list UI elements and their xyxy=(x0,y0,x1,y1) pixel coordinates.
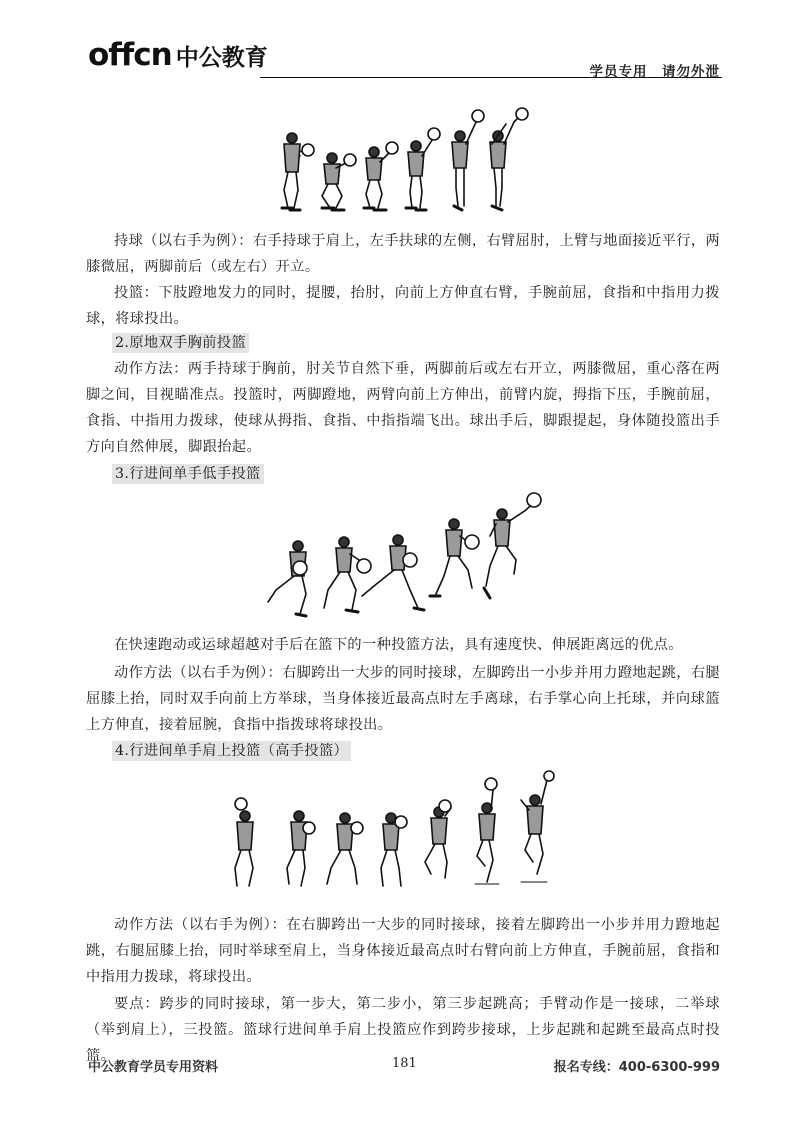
header-notice: 学员专用 请勿外泄 xyxy=(589,64,720,80)
figure-one-hand-shoulder-shot xyxy=(270,100,540,218)
player-figure xyxy=(324,537,371,612)
page-number: 181 xyxy=(392,1056,417,1071)
figure-running-high-shot xyxy=(225,770,565,892)
offcn-logo xyxy=(88,37,268,73)
heading-running-low-shot: 3.行进间单手低手投篮 xyxy=(112,464,264,484)
page-header xyxy=(88,34,722,84)
paragraph-key-points: 要点：跨步的同时接球，第一步大，第二步小，第三步起跳高；手臂动作是一接球，二举球（举到肩上），三投篮。篮球行进间单手肩上投篮应作到跨步接球，上步起跳和起跳至最高点时投篮。 xyxy=(86,996,720,1064)
player-figure xyxy=(452,110,484,210)
paragraph-ball-holding: 持球（以右手为例）：右手持球于肩上，左手扶球的左侧，右臂屈肘，上臂与地面接近平行，两膝微屈，两脚前后（或左右）开立。 xyxy=(86,233,720,275)
logo-latin: offcn xyxy=(88,37,172,73)
player-figure xyxy=(235,798,253,886)
logo-chinese: 中公教育 xyxy=(175,45,268,71)
player-figure xyxy=(475,778,499,884)
paragraph-intro-low-shot: 在快速跑动或运球超越对手后在篮下的一种投篮方法，具有速度快、伸展距离远的优点。 xyxy=(114,637,683,653)
footer-hotline: 报名专线：400-6300-999 xyxy=(553,1060,720,1075)
player-figure xyxy=(490,108,528,210)
player-figure xyxy=(364,142,398,210)
player-figure xyxy=(521,771,554,882)
heading-two-hand-chest-shot: 2.原地双手胸前投篮 xyxy=(112,333,249,353)
paragraph-method-high-shot: 动作方法（以右手为例）：在右脚跨出一大步的同时接球，接着左脚跨出一小步并用力蹬地起跳，右腿屈膝上抬，同时举球至肩上，当身体接近最高点时右臂向前上方伸直，手腕前屈，食指和中指用力拨球，将球投出。 xyxy=(86,917,720,985)
player-figure xyxy=(362,535,424,610)
paragraph-method-two-hand: 动作方法：两手持球于胸前，肘关节自然下垂，两脚前后或左右开立，两膝微屈，重心落在两脚之间，目视瞄准点。投篮时，两脚蹬地，两臂向前上方伸出，前臂内旋，拇指下压，手腕前屈，食指、中指用力拨球，使球从拇指、食指、中指指端飞出。球出手后，脚跟提起，身体随投篮出手方向自然伸展，脚跟抬起。 xyxy=(86,361,720,455)
player-figure xyxy=(381,813,407,886)
player-figure xyxy=(268,541,307,616)
player-figure xyxy=(327,813,363,884)
player-figure xyxy=(287,811,315,886)
player-figure xyxy=(282,133,314,210)
page-footer xyxy=(88,1056,720,1076)
player-figure xyxy=(425,800,451,878)
player-figure xyxy=(430,519,479,596)
footer-material-label: 中公教育学员专用资料 xyxy=(88,1060,219,1075)
player-figure xyxy=(406,128,440,210)
heading-running-high-shot: 4.行进间单手肩上投篮（高手投篮） xyxy=(112,741,351,761)
paragraph-shooting: 投篮：下肢蹬地发力的同时，提腰，抬肘，向前上方伸直右臂，手腕前屈，食指和中指用力拨球，将球投出。 xyxy=(86,285,720,327)
player-figure xyxy=(322,153,356,210)
figure-running-low-shot xyxy=(258,490,548,625)
player-figure xyxy=(484,493,541,598)
paragraph-method-low-shot: 动作方法（以右手为例）：右脚跨出一大步的同时接球，左脚跨出一小步并用力蹬地起跳，右腿屈膝上抬，同时双手向前上方举球，当身体接近最高点时左手离球，右手掌心向上托球，并向球篮上方伸直，接着屈腕，食指中指拨球将球投出。 xyxy=(86,665,720,733)
